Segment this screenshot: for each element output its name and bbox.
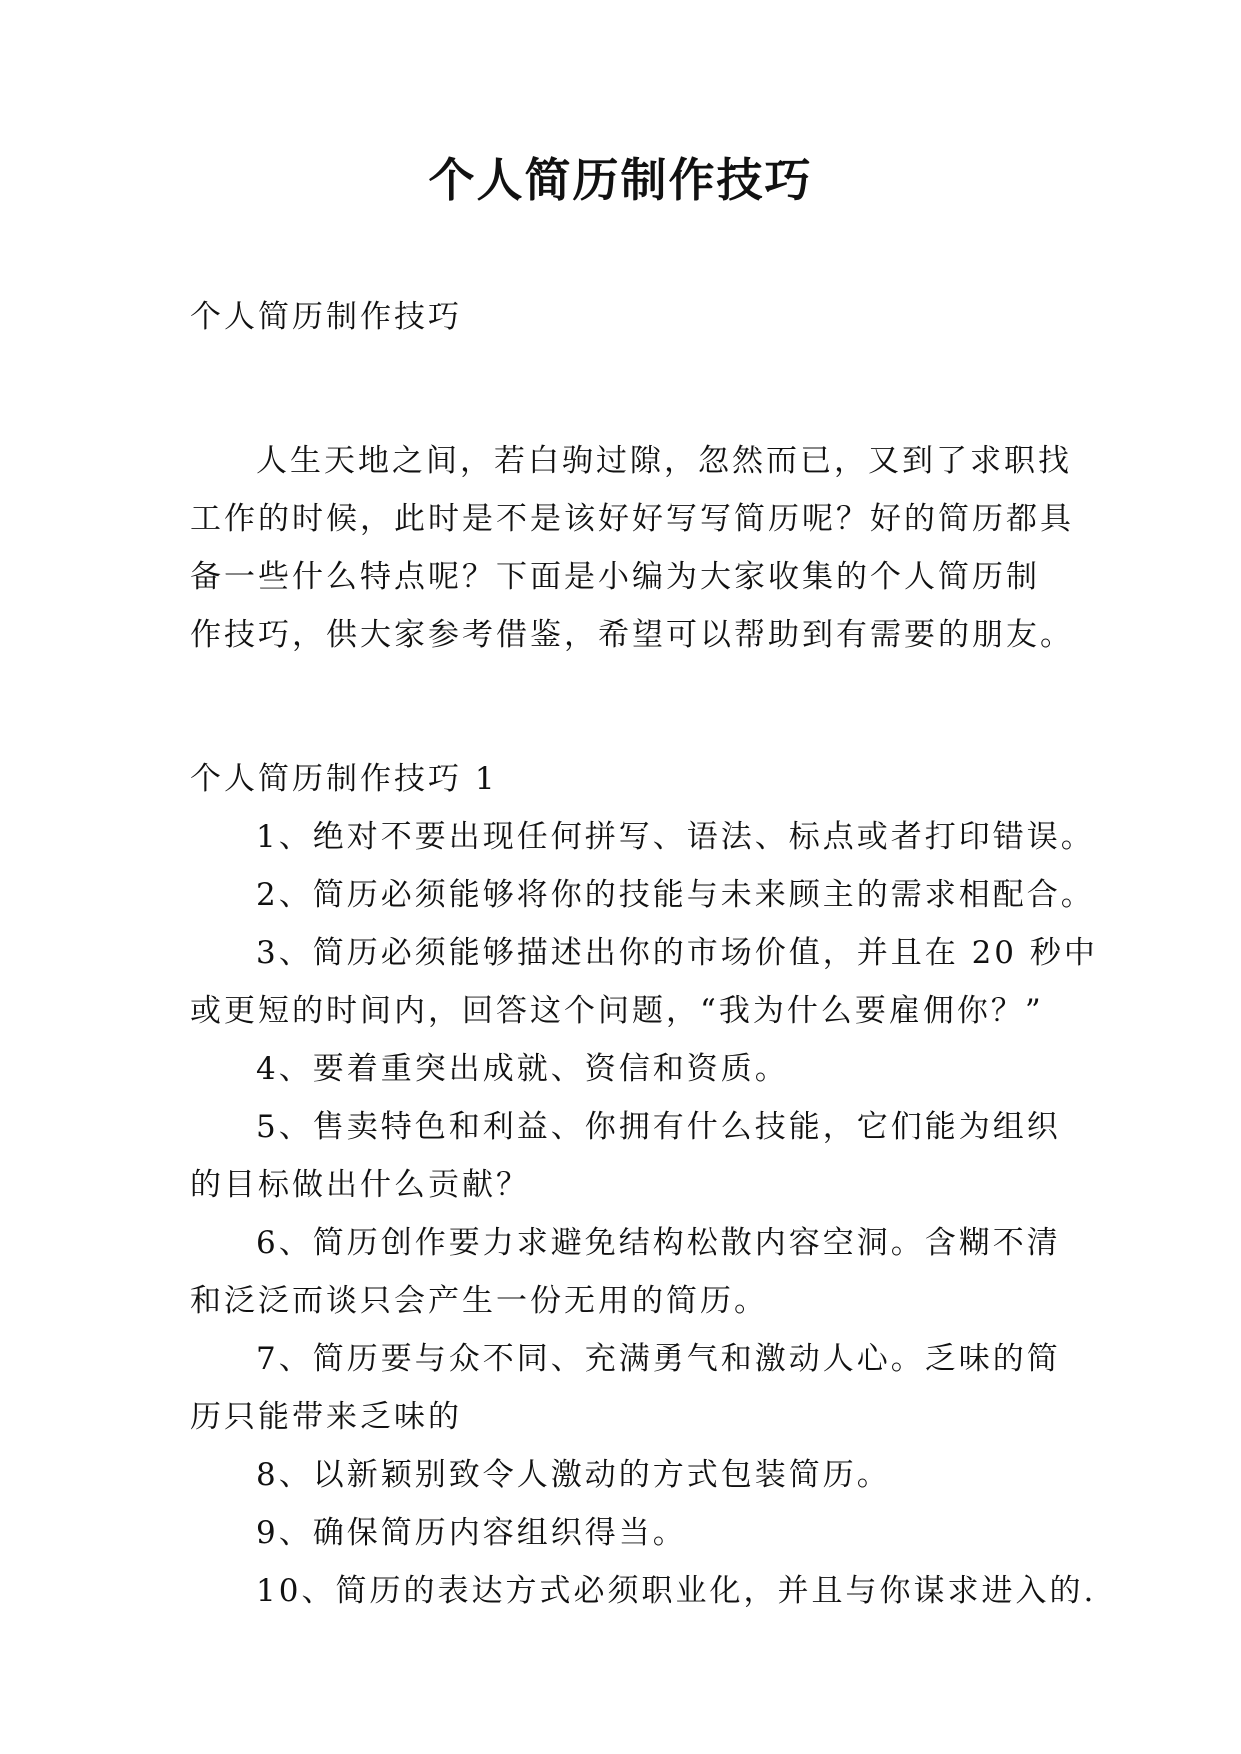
document-body xyxy=(190,288,1098,1620)
list-item xyxy=(190,1504,1070,1562)
list-item xyxy=(190,924,1098,1040)
list-item xyxy=(190,1330,1070,1446)
item-line: 5、售卖特色和利益、你拥有什么技能，它们能为组织 xyxy=(256,1109,1061,1145)
intro-line: 作技巧，供大家参考借鉴，希望可以帮助到有需要的朋友。 xyxy=(190,617,1074,653)
spacer xyxy=(190,664,1070,750)
item-line: 8、以新颖别致令人激动的方式包装简历。 xyxy=(256,1457,891,1493)
item-line: 6、简历创作要力求避免结构松散内容空洞。含糊不清 xyxy=(256,1225,1061,1261)
list-item xyxy=(190,1040,1070,1098)
list-item xyxy=(190,866,1095,924)
intro-line: 工作的时候，此时是不是该好好写写简历呢？好的简历都具 xyxy=(190,501,1074,537)
item-line: 10、简历的表达方式必须职业化，并且与你谋求进入的. xyxy=(256,1573,1097,1609)
item-line: 7、简历要与众不同、充满勇气和激动人心。乏味的简 xyxy=(256,1341,1061,1377)
tips-list xyxy=(190,808,1098,1620)
item-line: 9、确保简历内容组织得当。 xyxy=(256,1515,687,1551)
subheading: 个人简历制作技巧 xyxy=(190,299,462,335)
item-line: 和泛泛而谈只会产生一份无用的简历。 xyxy=(190,1283,768,1319)
intro-paragraph xyxy=(190,432,1074,664)
intro-line: 人生天地之间，若白驹过隙，忽然而已，又到了求职找 xyxy=(256,443,1072,479)
item-line: 4、要着重突出成就、资信和资质。 xyxy=(256,1051,789,1087)
document-title: 个人简历制作技巧 xyxy=(428,153,813,207)
list-item xyxy=(190,1562,1097,1620)
list-item xyxy=(190,1446,1070,1504)
item-line: 1、绝对不要出现任何拼写、语法、标点或者打印错误。 xyxy=(256,819,1095,855)
item-line: 或更短的时间内，回答这个问题，“我为什么要雇佣你？” xyxy=(190,993,1044,1029)
list-item xyxy=(190,1214,1070,1330)
item-line: 的目标做出什么贡献？ xyxy=(190,1167,530,1203)
item-line: 3、简历必须能够描述出你的市场价值，并且在 20 秒中 xyxy=(256,935,1098,971)
list-item xyxy=(190,1098,1070,1214)
spacer xyxy=(190,346,1070,432)
item-line: 2、简历必须能够将你的技能与未来顾主的需求相配合。 xyxy=(256,877,1095,913)
list-item xyxy=(190,808,1095,866)
intro-line: 备一些什么特点呢？下面是小编为大家收集的个人简历制 xyxy=(190,559,1040,595)
section-heading: 个人简历制作技巧 1 xyxy=(190,761,498,797)
item-line: 历只能带来乏味的 xyxy=(190,1399,462,1435)
